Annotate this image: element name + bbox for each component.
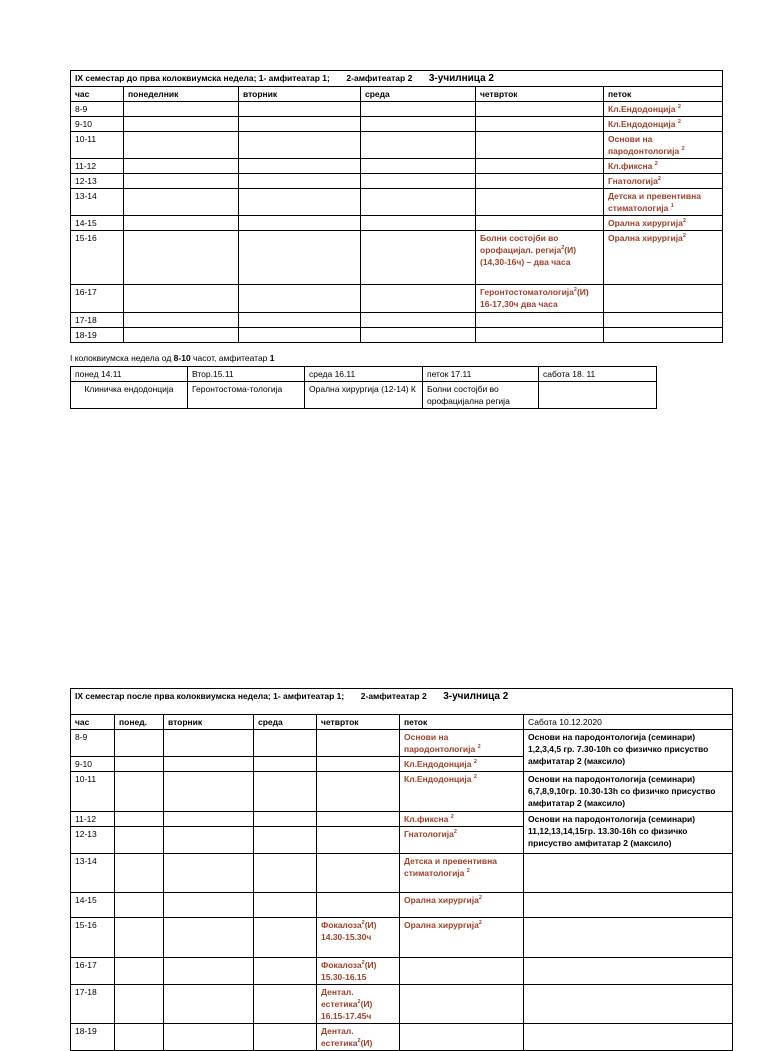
- friday-cell: Орална хирургија$^2$: [604, 216, 723, 231]
- col-header: четврток: [476, 87, 604, 102]
- table-row: [71, 328, 723, 343]
- time-cell: 15-16: [71, 231, 124, 285]
- thursday-cell: Дентал. естетика$^2$(И): [317, 1024, 400, 1051]
- table-row: [71, 174, 723, 189]
- time-cell: 9-10: [71, 757, 115, 772]
- time-cell: 18-19: [71, 1024, 115, 1051]
- table-title: IX семестар после прва колоквиумска недела; 1- амфитеатар 1; 2-амфитеатар 2 3-училница 2: [71, 689, 733, 715]
- col-header: петок: [604, 87, 723, 102]
- exam-cell: Орална хирургија (12-14) К: [305, 382, 423, 409]
- friday-cell: Орална хирургија$^2$: [400, 893, 524, 918]
- time-cell: 11-12: [71, 812, 115, 827]
- friday-cell: Кл.фиксна $^2$: [604, 159, 723, 174]
- col-header: час: [71, 87, 124, 102]
- time-cell: 18-19: [71, 328, 124, 343]
- time-cell: 13-14: [71, 189, 124, 216]
- table-row: [71, 730, 733, 757]
- table-row: [71, 893, 733, 918]
- table-row: [71, 102, 723, 117]
- saturday-cell: Основи на пародонтологија (семинари) 1,2,3,4,5 гр. 7.30-10h со физичко присуство амфитатар 2 (максило): [524, 730, 733, 772]
- table-row: [71, 854, 733, 893]
- table-row: [71, 918, 733, 958]
- col-header: среда: [361, 87, 476, 102]
- exam-cell: [539, 382, 657, 409]
- table-row: [71, 958, 733, 985]
- time-cell: 8-9: [71, 730, 115, 757]
- table-row: [71, 189, 723, 216]
- friday-cell: Орална хирургија$^2$: [604, 231, 723, 285]
- friday-cell: Орална хирургија$^2$: [400, 918, 524, 958]
- table-row: [71, 985, 733, 1024]
- saturday-cell: Основи на пародонтологија (семинари) 6,7,8,9,10гр. 10.30-13h со физичко присуство амфитатар 2 (максило): [524, 772, 733, 812]
- time-cell: 17-18: [71, 985, 115, 1024]
- col-header: понеделник: [124, 87, 239, 102]
- colloquium-week-caption: I колоквиумска недела од 8-10 часот, амфитеатар 1: [70, 353, 275, 363]
- thursday-cell: Геронтостоматологија$^2$(И) 16-17,30ч два часа: [476, 285, 604, 313]
- friday-cell: Кл.Ендодонција $^2$: [400, 757, 524, 772]
- header-row: [71, 367, 657, 382]
- time-cell: 12-13: [71, 174, 124, 189]
- table-row: [71, 216, 723, 231]
- time-cell: 13-14: [71, 854, 115, 893]
- table-row: [71, 1024, 733, 1051]
- table-row: [71, 117, 723, 132]
- col-header: среда: [254, 715, 317, 730]
- col-header: среда 16.11: [305, 367, 423, 382]
- time-cell: 15-16: [71, 918, 115, 958]
- friday-cell: Кл.Ендодонција $^2$: [604, 117, 723, 132]
- col-header: петок 17.11: [423, 367, 539, 382]
- friday-cell: Детска и превентивна стиматологија $^2$: [400, 854, 524, 893]
- table-row: [71, 313, 723, 328]
- col-header: вторник: [164, 715, 254, 730]
- col-header: вторник: [239, 87, 361, 102]
- col-header: сабота 18. 11: [539, 367, 657, 382]
- exam-cell: Геронтостома-тологија: [188, 382, 305, 409]
- col-header: час: [71, 715, 115, 730]
- time-cell: 16-17: [71, 285, 124, 313]
- schedule-table-before-colloquium: [70, 70, 723, 343]
- friday-cell: Кл.фиксна $^2$: [400, 812, 524, 827]
- table-row: [71, 285, 723, 313]
- thursday-cell: Дентал. естетика$^2$(И) 16.15-17.45ч: [317, 985, 400, 1024]
- col-header: петок: [400, 715, 524, 730]
- friday-cell: Гнатологија$^2$: [400, 827, 524, 854]
- time-cell: 8-9: [71, 102, 124, 117]
- friday-cell: Кл.Ендодонција $^2$: [400, 772, 524, 812]
- col-header: Втор.15.11: [188, 367, 305, 382]
- saturday-cell: Основи на пародонтологија (семинари) 11,12,13,14,15гр. 13.30-16h со физичко присуство амфитатар 2 (максило): [524, 812, 733, 854]
- friday-cell: Детска и превентивна стиматологија $^1$: [604, 189, 723, 216]
- table-title: IX семестар до прва колоквиумска недела; 1- амфитеатар 1; 2-амфитеатар 2 3-училница 2: [71, 71, 723, 87]
- time-cell: 10-11: [71, 772, 115, 812]
- thursday-cell: Болни состојби во орофацијал. регија$^2$(И) (14,30-16ч) – два часа: [476, 231, 604, 285]
- time-cell: 11-12: [71, 159, 124, 174]
- time-cell: 10-11: [71, 132, 124, 159]
- table-row: [71, 772, 733, 812]
- time-cell: 14-15: [71, 216, 124, 231]
- table-row: [71, 132, 723, 159]
- col-header: понед.: [115, 715, 164, 730]
- header-row: [71, 715, 733, 730]
- time-cell: 16-17: [71, 958, 115, 985]
- table-row: [71, 159, 723, 174]
- friday-cell: Основи на пародонтологија $^2$: [400, 730, 524, 757]
- time-cell: 17-18: [71, 313, 124, 328]
- thursday-cell: Фокалоза$^2$(И) 14.30-15.30ч: [317, 918, 400, 958]
- thursday-cell: Фокалоза$^2$(И) 15.30-16.15: [317, 958, 400, 985]
- time-cell: 9-10: [71, 117, 124, 132]
- friday-cell: Кл.Ендодонција $^2$: [604, 102, 723, 117]
- time-cell: 14-15: [71, 893, 115, 918]
- table-row: [71, 812, 733, 827]
- col-header: четврток: [317, 715, 400, 730]
- table-row: [71, 231, 723, 285]
- exam-cell: Болни состојби во орофацијална регија: [423, 382, 539, 409]
- header-row: [71, 87, 723, 102]
- exam-cell: Клиничка ендодонција: [71, 382, 188, 409]
- friday-cell: Основи на пародонтологија $^2$: [604, 132, 723, 159]
- col-header: Сабота 10.12.2020: [524, 715, 733, 730]
- colloquium-week-table: [70, 366, 657, 409]
- col-header: понед 14.11: [71, 367, 188, 382]
- friday-cell: Гнатологија$^2$: [604, 174, 723, 189]
- time-cell: 12-13: [71, 827, 115, 854]
- table-row: [71, 382, 657, 409]
- schedule-table-after-colloquium: [70, 688, 733, 1051]
